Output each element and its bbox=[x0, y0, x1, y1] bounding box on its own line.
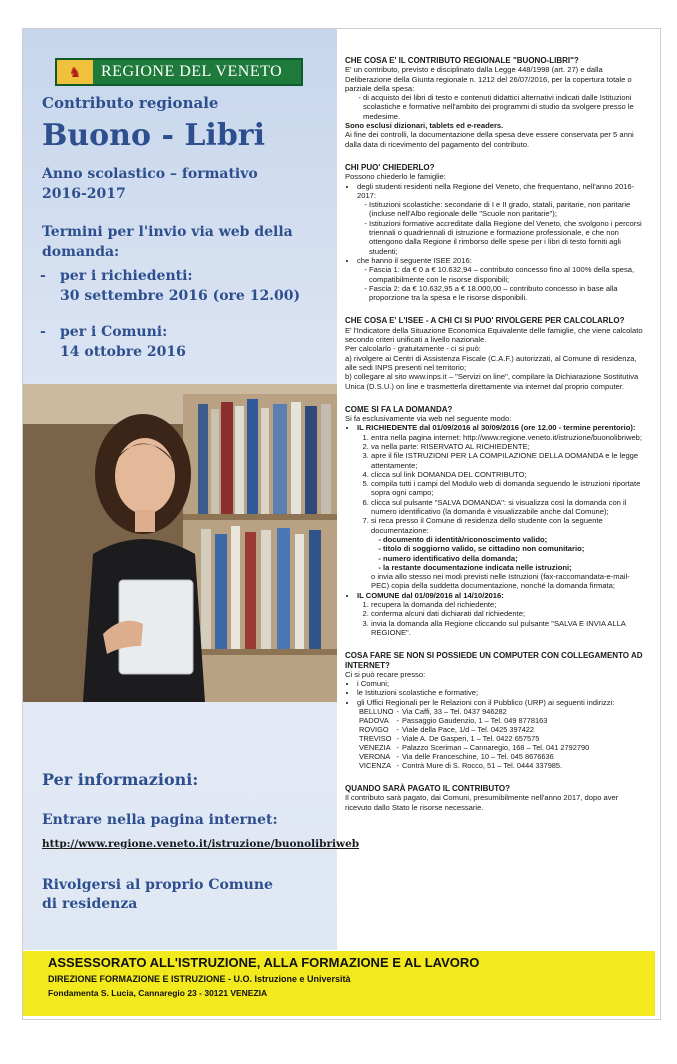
table-row bbox=[359, 716, 592, 725]
office-sep: - bbox=[396, 707, 399, 716]
list-item bbox=[357, 256, 645, 302]
list-item: 4. clicca sul link DOMANDA DEL CONTRIBUTO; bbox=[371, 470, 645, 479]
list-item bbox=[357, 591, 645, 637]
list-item: - la restante documentazione indicata nelle istruzioni; bbox=[383, 563, 645, 572]
list-item-text: IL RICHIEDENTE dal 01/09/2016 al 30/09/2016 (ore 12.00 - termine perentorio): bbox=[357, 423, 636, 433]
comune-note-line1: Rivolgersi al proprio Comune bbox=[42, 877, 273, 893]
section-payment-text: Il contributo sarà pagato, dai Comuni, presumibilmente nell'anno 2017, dopo aver ricevuto dallo Stato le risorse necessarie. bbox=[345, 793, 619, 812]
section-nopc-title: COSA FARE SE NON SI POSSIEDE UN COMPUTER CON COLLEGAMENTO AD INTERNET? bbox=[345, 651, 643, 670]
table-row bbox=[359, 752, 592, 761]
section-what-exclusions: Sono esclusi dizionari, tablets ed e-readers. bbox=[345, 121, 504, 131]
list-item: - titolo di soggiorno valido, se cittadino non comunitario; bbox=[383, 544, 645, 553]
section-isee-title: CHE COSA E' L'ISEE - A CHI CI SI PUO' RIVOLGERE PER CALCOLARLO? bbox=[345, 316, 625, 326]
section-how-list bbox=[345, 423, 645, 637]
list-item: - Istituzioni formative accreditate dalla Regione del Veneto, che svolgono i percorsi triennali o quadriennali di istruzione e formazione professionale, e che non ottengono dalla Regione il rimborso delle spese per i libri di testo forniti agli studenti; bbox=[369, 219, 645, 256]
list-item: - Fascia 2: da € 10.632,95 a € 18.000,00 – contributo concesso in base alla proporzione tra la spesa e le risorse disponibili. bbox=[369, 284, 645, 303]
table-row bbox=[359, 725, 592, 734]
page-title: Buono - Libri bbox=[42, 118, 266, 153]
office-address: Via Caffi, 33 – Tel. 0437 946282 bbox=[401, 707, 507, 716]
section-who-text: Possono chiederlo le famiglie: bbox=[345, 172, 446, 182]
section-what-controls: Ai fine dei controlli, la documentazione della spesa deve essere conservata per 5 anni dalla data di ricevimento del pagamento del contributo. bbox=[345, 130, 634, 149]
comune-note-line2: di residenza bbox=[42, 896, 138, 912]
section-what-title: CHE COSA E' IL CONTRIBUTO REGIONALE "BUONO-LIBRI"? bbox=[345, 56, 579, 65]
section-what-list bbox=[345, 93, 645, 121]
list-item: 5. compila tutti i campi del Modulo web di domanda seguendo le istruzioni riportate sopra ogni campo; bbox=[371, 479, 645, 498]
subtitle: Contributo regionale bbox=[42, 94, 219, 112]
office-address: Via delle Franceschine, 10 – Tel. 045 8676636 bbox=[401, 752, 554, 761]
steps-list bbox=[357, 433, 645, 591]
deadline-comuni-label: per i Comuni: bbox=[60, 324, 168, 340]
right-column bbox=[345, 56, 645, 812]
office-city: BELLUNO bbox=[359, 707, 394, 716]
info-heading: Per informazioni: bbox=[42, 770, 199, 789]
school-year bbox=[42, 164, 258, 204]
section-nopc-text: Ci si può recare presso: bbox=[345, 669, 426, 679]
office-address: Palazzo Sceriman – Cannaregio, 168 – Tel. 041 2792790 bbox=[401, 743, 590, 752]
logo-text: REGIONE DEL VENETO bbox=[101, 63, 283, 80]
section-isee-b: b) collegare al sito www.inps.it – "Servizi on line", compilare la Dichiarazione Sostitutiva Unica (D.S.U.) on line e trasmetterla direttamente via internet dal proprio computer. bbox=[345, 372, 639, 391]
office-address: Contrà Mure di S. Rocco, 51 – Tel. 0444 337985. bbox=[401, 761, 563, 770]
list-item: • gli Uffici Regionali per le Relazioni con il Pubblico (URP) ai seguenti indirizzi: bbox=[357, 698, 645, 707]
regione-veneto-logo bbox=[55, 58, 303, 86]
urp-offices-body bbox=[359, 707, 592, 770]
office-sep: - bbox=[396, 716, 399, 725]
list-item bbox=[357, 423, 645, 590]
buonolibri-link[interactable]: http://www.regione.veneto.it/istruzione/buonolibriweb bbox=[42, 838, 360, 850]
list-item: - Fascia 1: da € 0 a € 10.632,94 – contributo concesso fino al 100% della spesa, compatibilmente con le risorse disponibili; bbox=[369, 265, 645, 284]
office-address: Passaggio Gaudenzio, 1 – Tel. 049 8778163 bbox=[401, 716, 548, 725]
lion-emblem-icon: ♞ bbox=[57, 60, 93, 84]
office-sep: - bbox=[396, 734, 399, 743]
section-isee-text2: Per calcolarlo - gratuitamente - ci si può: bbox=[345, 344, 481, 354]
student-illustration bbox=[23, 384, 337, 702]
office-city: VENEZIA bbox=[359, 743, 391, 752]
list-item: • i Comuni; bbox=[357, 679, 645, 688]
list-item: - documento di identità/riconoscimento valido; bbox=[383, 535, 645, 544]
list-item: 6. clicca sul pulsante "SALVA DOMANDA": si visualizza così la domanda con il numero identificativo (la domanda è visualizzabile anche dal Comune); bbox=[371, 498, 645, 517]
sub-list bbox=[357, 200, 645, 256]
docs-list bbox=[371, 535, 645, 572]
list-item: - Istituzioni scolastiche: secondarie di I e II grado, statali, paritarie, non paritarie (incluse nell'Albo regionale delle "Scuole non paritarie"); bbox=[369, 200, 645, 219]
list-item: - di acquisto dei libri di testo e contenuti didattici alternativi indicati dalle Istituzioni scolastiche e formative nell'ambito dei programmi di studio da svolgere presso le medesime. bbox=[363, 93, 645, 121]
table-row bbox=[359, 743, 592, 752]
section-who-title: CHI PUO' CHIEDERLO? bbox=[345, 162, 435, 172]
section-nopc-list bbox=[345, 679, 645, 707]
list-item: 2. va nella parte: RISERVATO AL RICHIEDENTE; bbox=[371, 442, 645, 451]
sub-list bbox=[357, 265, 645, 302]
office-address: Viale A. De Gasperi, 1 – Tel. 0422 657575 bbox=[401, 734, 540, 743]
section-isee-a: a) rivolgere ai Centri di Assistenza Fiscale (C.A.F.) autorizzati, al Comune di residenza, alle sedi INPS presenti nel territorio; bbox=[345, 353, 637, 372]
section-how-text: Si fa esclusivamente via web nel seguente modo: bbox=[345, 414, 512, 424]
section-what-text: E' un contributo, previsto e disciplinato dalla Legge 448/1998 (art. 27) e dalla Deliberazione della Giunta regionale n. 1212 del 26/07/2016, per la copertura totale o parziale della spesa: bbox=[345, 65, 632, 93]
section-who-list bbox=[345, 182, 645, 303]
list-item-text: che hanno il seguente ISEE 2016: bbox=[357, 255, 472, 265]
comune-note bbox=[42, 876, 273, 914]
web-heading: Entrare nella pagina internet: bbox=[42, 812, 278, 828]
deadline-line2: domanda: bbox=[42, 244, 120, 260]
list-item bbox=[371, 516, 645, 590]
office-sep: - bbox=[396, 752, 399, 761]
section-how-title: COME SI FA LA DOMANDA? bbox=[345, 404, 453, 414]
school-year-line1: Anno scolastico – formativo bbox=[42, 166, 258, 182]
list-item-text: si reca presso il Comune di residenza dello studente con la seguente documentazione: bbox=[371, 516, 603, 535]
deadline-applicants: - per i richiedenti: 30 settembre 2016 (ore 12.00) bbox=[40, 268, 301, 304]
deadline-comuni: - per i Comuni: 14 ottobre 2016 bbox=[40, 324, 186, 360]
office-city: TREVISO bbox=[359, 734, 392, 743]
deadline-heading bbox=[42, 222, 293, 262]
comune-steps-list bbox=[357, 600, 645, 637]
section-payment-title: QUANDO SARÀ PAGATO IL CONTRIBUTO? bbox=[345, 784, 511, 793]
urp-offices-table bbox=[359, 707, 592, 770]
table-row bbox=[359, 707, 592, 716]
list-item-text: degli studenti residenti nella Regione del Veneto, che frequentano, nell'anno 2016-2017: bbox=[357, 181, 635, 200]
deadline-comuni-date: 14 ottobre 2016 bbox=[60, 344, 186, 360]
table-row bbox=[359, 734, 592, 743]
footer-address: Fondamenta S. Lucia, Cannaregio 23 - 30121 VENEZIA bbox=[48, 988, 268, 998]
list-item-text: IL COMUNE dal 01/09/2016 al 14/10/2016: bbox=[357, 590, 504, 600]
list-item: 3. invia la domanda alla Regione cliccando sul pulsante "SALVA E INVIA ALLA REGIONE". bbox=[371, 619, 645, 638]
office-city: VICENZA bbox=[359, 761, 392, 770]
deadline-line1: Termini per l'invio via web della bbox=[42, 224, 293, 240]
school-year-line2: 2016-2017 bbox=[42, 186, 126, 202]
office-address: Viale della Pace, 1/d – Tel. 0425 397422 bbox=[401, 725, 535, 734]
list-item-text: o invia allo stesso nei modi previsti nelle Istruzioni (fax-raccomandata-e-mail-PEC) copia della suddetta documentazione, nonché la domanda firmata; bbox=[371, 572, 630, 591]
list-item bbox=[357, 182, 645, 256]
list-item: - numero identificativo della domanda; bbox=[383, 554, 645, 563]
student-photo bbox=[23, 384, 337, 702]
deadline-applicants-label: per i richiedenti: bbox=[60, 268, 193, 284]
footer-assessorato: ASSESSORATO ALL'ISTRUZIONE, ALLA FORMAZIONE E AL LAVORO bbox=[48, 955, 480, 970]
office-sep: - bbox=[396, 761, 399, 770]
office-sep: - bbox=[396, 743, 399, 752]
deadline-applicants-date: 30 settembre 2016 (ore 12.00) bbox=[60, 288, 301, 304]
office-city: PADOVA bbox=[359, 716, 389, 725]
footer-direzione: DIREZIONE FORMAZIONE E ISTRUZIONE - U.O. Istruzione e Università bbox=[48, 974, 351, 984]
section-isee-text: E' l'Indicatore della Situazione Economica Equivalente delle famiglie, che viene calcolato secondo criteri unificati a livello nazionale. bbox=[345, 325, 643, 345]
table-row bbox=[359, 761, 592, 770]
list-item: • le Istituzioni scolastiche e formative; bbox=[357, 688, 645, 697]
list-item: 3. apre il file ISTRUZIONI PER LA COMPILAZIONE DELLA DOMANDA e le legge attentamente; bbox=[371, 451, 645, 470]
office-city: VERONA bbox=[359, 752, 391, 761]
list-item: 1. recupera la domanda del richiedente; bbox=[371, 600, 645, 609]
office-sep: - bbox=[396, 725, 399, 734]
list-item: 1. entra nella pagina internet: http://www.regione.veneto.it/istruzione/buonolibriweb; bbox=[371, 433, 645, 442]
list-item: 2. conferma alcuni dati dichiarati dal richiedente; bbox=[371, 609, 645, 618]
office-city: ROVIGO bbox=[359, 725, 389, 734]
